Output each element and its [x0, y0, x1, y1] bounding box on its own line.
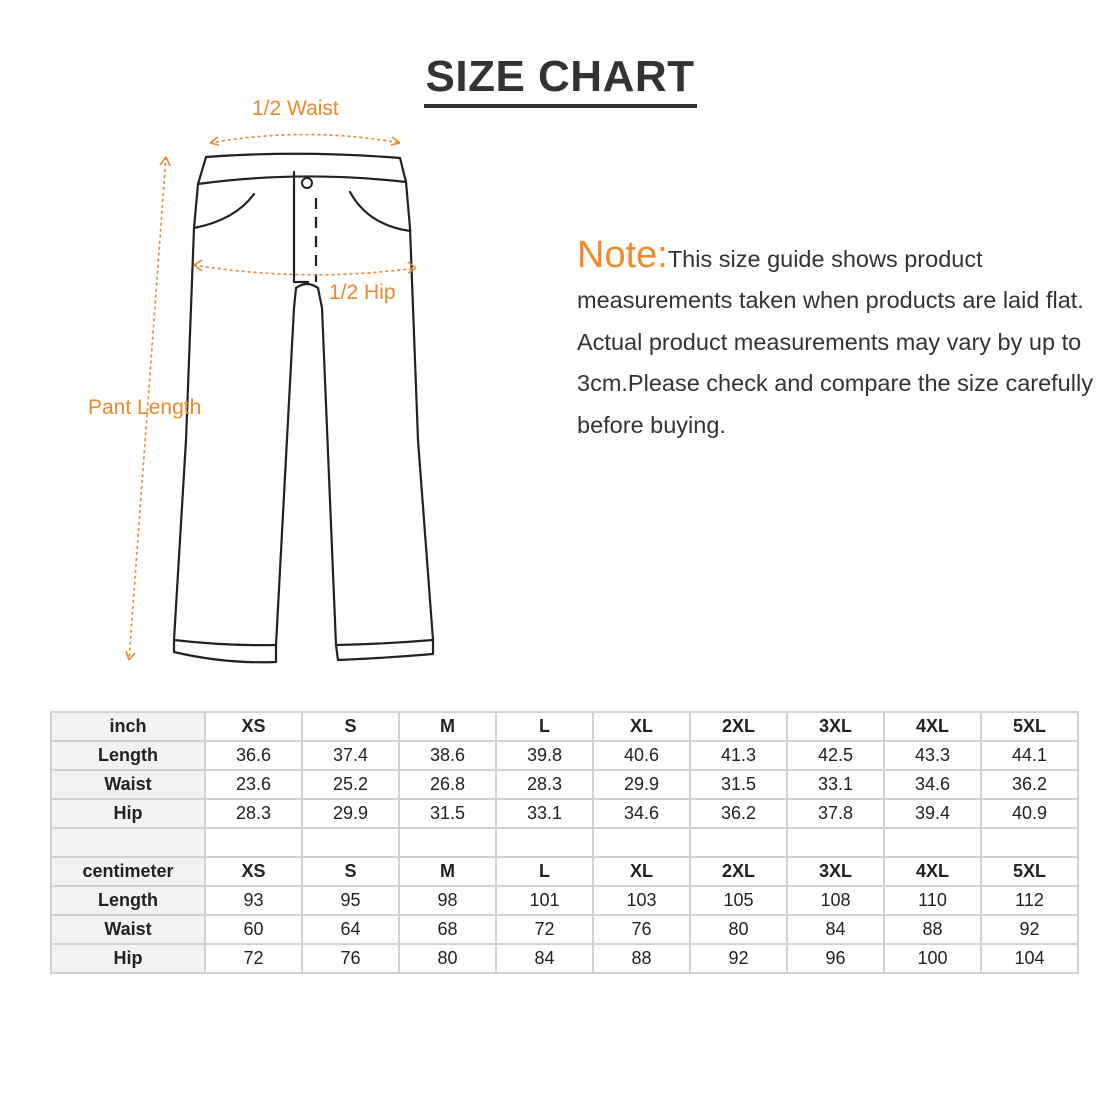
- table-cell: 42.5: [787, 741, 884, 770]
- table-spacer: [51, 828, 1078, 857]
- table-cell: 43.3: [884, 741, 981, 770]
- table-cell: 80: [399, 944, 496, 973]
- table-cell: 105: [690, 886, 787, 915]
- table-row: [51, 944, 1078, 973]
- inch-header-cell: 3XL: [787, 712, 884, 741]
- centimeter-header-cell: 4XL: [884, 857, 981, 886]
- note-text: This size guide shows product measurements taken when products are laid flat. Actual product measurements may vary by up to 3cm.Please check and compare the size carefully before buying.: [577, 246, 1093, 438]
- table-cell: 104: [981, 944, 1078, 973]
- table-cell: 64: [302, 915, 399, 944]
- row-label: Waist: [51, 915, 205, 944]
- table-cell: 108: [787, 886, 884, 915]
- table-cell: 72: [205, 944, 302, 973]
- table-cell: 33.1: [787, 770, 884, 799]
- table-cell: 23.6: [205, 770, 302, 799]
- table-row: [51, 886, 1078, 915]
- table-cell: 44.1: [981, 741, 1078, 770]
- pant-length-label: Pant Length: [88, 396, 202, 419]
- table-cell: 41.3: [690, 741, 787, 770]
- table-cell: 33.1: [496, 799, 593, 828]
- table-cell: 37.4: [302, 741, 399, 770]
- table-cell: 36.2: [690, 799, 787, 828]
- table-cell: 40.9: [981, 799, 1078, 828]
- table-cell: 38.6: [399, 741, 496, 770]
- centimeter-header-row: [51, 857, 1078, 886]
- table-cell: 28.3: [205, 799, 302, 828]
- table-cell: 31.5: [399, 799, 496, 828]
- table-cell: 34.6: [884, 770, 981, 799]
- table-cell: 88: [884, 915, 981, 944]
- table-cell: 68: [399, 915, 496, 944]
- table-cell: 36.6: [205, 741, 302, 770]
- pants-outline: [174, 154, 433, 663]
- inch-header-cell: XS: [205, 712, 302, 741]
- table-cell: 72: [496, 915, 593, 944]
- table-cell: 31.5: [690, 770, 787, 799]
- inch-header-cell: 2XL: [690, 712, 787, 741]
- table-cell: 39.8: [496, 741, 593, 770]
- table-cell: 37.8: [787, 799, 884, 828]
- centimeter-header-cell: XS: [205, 857, 302, 886]
- row-label: Length: [51, 741, 205, 770]
- table-row: [51, 770, 1078, 799]
- table-cell: 100: [884, 944, 981, 973]
- centimeter-header-cell: 5XL: [981, 857, 1078, 886]
- table-cell: 101: [496, 886, 593, 915]
- table-cell: 76: [593, 915, 690, 944]
- table-cell: 28.3: [496, 770, 593, 799]
- centimeter-header-cell: 3XL: [787, 857, 884, 886]
- table-cell: 103: [593, 886, 690, 915]
- table-cell: 76: [302, 944, 399, 973]
- table-cell: 60: [205, 915, 302, 944]
- inch-header-cell: XL: [593, 712, 690, 741]
- note-label: Note:: [577, 234, 668, 276]
- centimeter-header-cell: S: [302, 857, 399, 886]
- table-cell: 110: [884, 886, 981, 915]
- table-cell: 26.8: [399, 770, 496, 799]
- page-title: SIZE CHART: [0, 52, 1120, 108]
- inch-header-cell: 4XL: [884, 712, 981, 741]
- table-cell: 29.9: [302, 799, 399, 828]
- centimeter-header-cell: M: [399, 857, 496, 886]
- table-cell: 84: [787, 915, 884, 944]
- row-label: Hip: [51, 799, 205, 828]
- inch-header-row: [51, 712, 1078, 741]
- table-cell: 84: [496, 944, 593, 973]
- half-hip-label: 1/2 Hip: [329, 281, 396, 304]
- table-cell: 93: [205, 886, 302, 915]
- row-label: Hip: [51, 944, 205, 973]
- table-cell: 92: [981, 915, 1078, 944]
- inch-header-cell: inch: [51, 712, 205, 741]
- table-cell: 36.2: [981, 770, 1078, 799]
- button-icon: [302, 178, 312, 188]
- table-cell: 39.4: [884, 799, 981, 828]
- table-row: [51, 741, 1078, 770]
- inch-header-cell: L: [496, 712, 593, 741]
- table-cell: 95: [302, 886, 399, 915]
- centimeter-header-cell: XL: [593, 857, 690, 886]
- table-cell: 80: [690, 915, 787, 944]
- size-note: [577, 236, 1097, 446]
- table-row: [51, 799, 1078, 828]
- centimeter-header-cell: 2XL: [690, 857, 787, 886]
- table-cell: 96: [787, 944, 884, 973]
- inch-header-cell: S: [302, 712, 399, 741]
- inch-table: [51, 712, 1078, 828]
- table-cell: 112: [981, 886, 1078, 915]
- table-cell: 40.6: [593, 741, 690, 770]
- table-cell: 25.2: [302, 770, 399, 799]
- centimeter-header-cell: centimeter: [51, 857, 205, 886]
- table-cell: 34.6: [593, 799, 690, 828]
- row-label: Length: [51, 886, 205, 915]
- table-cell: 98: [399, 886, 496, 915]
- inch-header-cell: 5XL: [981, 712, 1078, 741]
- size-table: [50, 711, 1079, 974]
- table-cell: 92: [690, 944, 787, 973]
- half-waist-label: 1/2 Waist: [252, 97, 339, 120]
- table-cell: 29.9: [593, 770, 690, 799]
- centimeter-header-cell: L: [496, 857, 593, 886]
- inch-header-cell: M: [399, 712, 496, 741]
- table-row: [51, 915, 1078, 944]
- table-cell: 88: [593, 944, 690, 973]
- centimeter-table: [51, 857, 1078, 973]
- row-label: Waist: [51, 770, 205, 799]
